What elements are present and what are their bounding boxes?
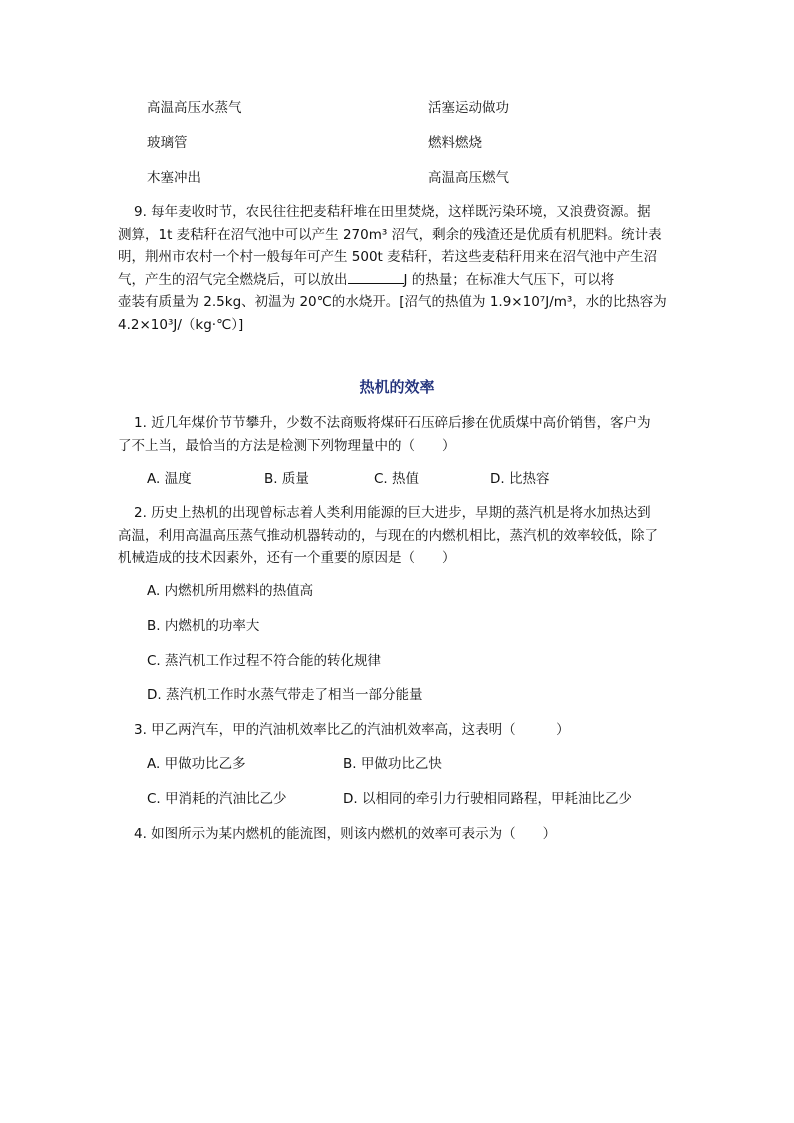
question-2 bbox=[118, 502, 678, 570]
q3-option-b: B. 甲做功比乙快 bbox=[343, 756, 442, 772]
q9-line-4 bbox=[118, 269, 678, 292]
q2-line-2: 高温，利用高温高压蒸气推动机器转动的，与现在的内燃机相比，蒸汽机的效率较低，除了 bbox=[118, 527, 658, 544]
q1-option-b: B. 质量 bbox=[264, 471, 309, 487]
match-right-2: 燃料燃烧 bbox=[428, 135, 482, 151]
q9-line-2: 测算，1t 麦秸秆在沼气池中可以产生 270m³ 沼气，剩余的残渣还是优质有机肥料。统计表 bbox=[118, 226, 662, 243]
q1-option-a: A. 温度 bbox=[147, 471, 192, 487]
q2-line-1: 2. 历史上热机的出现曾标志着人类利用能源的巨大进步，早期的蒸汽机是将水加热达到 bbox=[134, 505, 651, 521]
q9-line-4a: 气，产生的沼气完全燃烧后，可以放出 bbox=[118, 271, 348, 288]
question-1 bbox=[118, 412, 678, 457]
q1-option-d: D. 比热容 bbox=[490, 471, 550, 487]
q3-option-d: D. 以相同的牵引力行驶相同路程，甲耗油比乙少 bbox=[343, 791, 632, 807]
q9-line-4b: J 的热量；在标准大气压下，可以将 bbox=[403, 271, 615, 288]
match-left-2: 玻璃管 bbox=[147, 135, 188, 151]
q2-line-3: 机械造成的技术因素外，还有一个重要的原因是（ ） bbox=[118, 550, 456, 566]
match-right-3: 高温高压燃气 bbox=[428, 170, 509, 186]
q2-option-d: D. 蒸汽机工作时水蒸气带走了相当一部分能量 bbox=[147, 687, 423, 703]
match-right-1: 活塞运动做功 bbox=[428, 100, 509, 116]
q3-line-1: 3. 甲乙两汽车，甲的汽油机效率比乙的汽油机效率高，这表明（ ） bbox=[134, 722, 570, 738]
match-left-3: 木塞冲出 bbox=[147, 170, 201, 186]
q2-option-b: B. 内燃机的功率大 bbox=[147, 618, 260, 634]
q9-line-6: 4.2×10³J/（kg·℃）] bbox=[118, 316, 244, 333]
question-9 bbox=[118, 201, 678, 336]
section-title: 热机的效率 bbox=[359, 378, 435, 396]
q4-line-1: 4. 如图所示为某内燃机的能流图，则该内燃机的效率可表示为（ ） bbox=[134, 826, 557, 842]
q9-line-1: 9. 每年麦收时节，农民往往把麦秸秆堆在田里焚烧，这样既污染环境，又浪费资源。据 bbox=[134, 204, 651, 220]
q1-line-2: 了不上当，最恰当的方法是检测下列物理量中的（ ） bbox=[118, 437, 456, 454]
q3-option-c: C. 甲消耗的汽油比乙少 bbox=[147, 791, 287, 807]
q3-option-a: A. 甲做功比乙多 bbox=[147, 756, 246, 772]
q9-line-3: 明，荆州市农村一个村一般每年可产生 500t 麦秸秆，若这些麦秸秆用来在沼气池中产生沼 bbox=[118, 249, 658, 265]
q9-line-5: 壶装有质量为 2.5kg、初温为 20℃的水烧开。[沼气的热值为 1.9×10⁷J/m³，水的比热容为 bbox=[118, 294, 667, 310]
q2-option-a: A. 内燃机所用燃料的热值高 bbox=[147, 583, 314, 599]
q2-option-c: C. 蒸汽机工作过程不符合能的转化规律 bbox=[147, 653, 382, 669]
answer-blank[interactable] bbox=[348, 269, 404, 284]
match-left-1: 高温高压水蒸气 bbox=[147, 100, 242, 116]
q1-option-c: C. 热值 bbox=[374, 471, 420, 487]
q1-line-1: 1. 近几年煤价节节攀升，少数不法商贩将煤矸石压碎后掺在优质煤中高价销售，客户为 bbox=[134, 415, 651, 431]
